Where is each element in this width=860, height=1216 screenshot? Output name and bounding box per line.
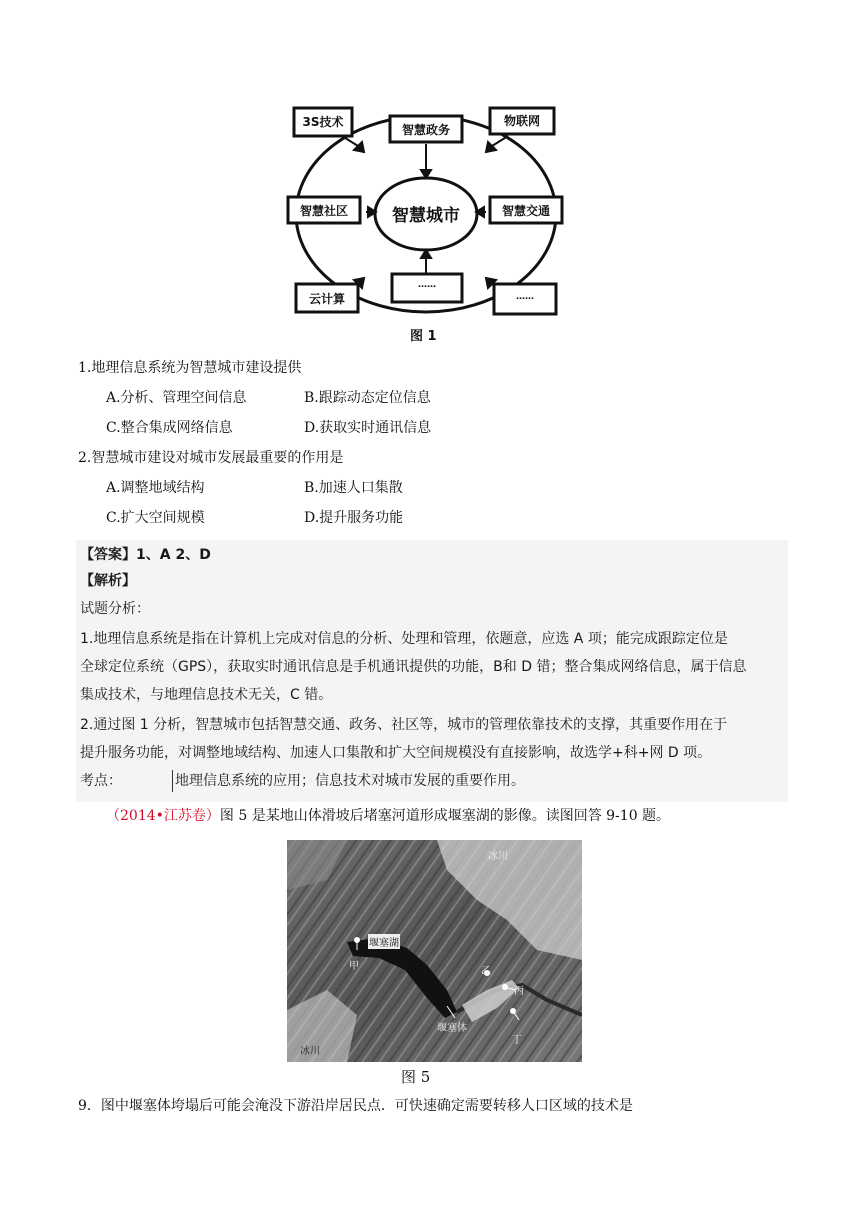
- question-2-option-b: B.加速人口集散: [304, 480, 403, 496]
- map-label-ding: 丁: [512, 1035, 522, 1046]
- outer-node-top-right: 物联网: [503, 114, 540, 128]
- exam-point-label: 考点：: [80, 773, 122, 789]
- outer-node-top-left: 3S技术: [302, 115, 344, 129]
- inner-node-top: 智慧政务: [401, 123, 450, 137]
- question-9-stem: 9．图中堰塞体垮塌后可能会淹没下游沿岸居民点．可快速确定需要转移人口区域的技术是: [78, 1098, 633, 1114]
- analysis-line-4: 2.通过图 1 分析，智慧城市包括智慧交通、政务、社区等，城市的管理依靠技术的支撑，其重要作用在于: [80, 717, 728, 733]
- figure5-caption: 图 5: [401, 1068, 431, 1086]
- section2-source: （2014•江苏卷）: [106, 808, 220, 824]
- center-node: 智慧城市: [392, 206, 460, 226]
- question-1-option-a: A.分析、管理空间信息: [106, 390, 247, 406]
- answer-line: 【答案】1、A 2、D: [80, 547, 211, 563]
- map-label-yi: 乙: [481, 966, 491, 977]
- question-1-stem: 1.地理信息系统为智慧城市建设提供: [78, 360, 302, 376]
- analysis-heading: 【解析】: [80, 573, 136, 589]
- question-2-stem: 2.智慧城市建设对城市发展最重要的作用是: [78, 450, 344, 466]
- inner-node-right: 智慧交通: [501, 204, 550, 218]
- question-2-option-a: A.调整地域结构: [106, 480, 205, 496]
- map-label-jia: 甲: [349, 961, 359, 972]
- inner-node-bottom: ……: [418, 280, 436, 290]
- question-2-option-d: D.提升服务功能: [304, 510, 404, 526]
- map-label-lake: 堰塞湖: [368, 934, 400, 949]
- question-1-option-c: C.整合集成网络信息: [106, 420, 233, 436]
- analysis-intro: 试题分析：: [80, 601, 150, 617]
- analysis-line-1: 1.地理信息系统是指在计算机上完成对信息的分析、处理和管理，依题意，应选 A 项；能完成跟踪定位是: [80, 631, 728, 647]
- section2-intro: 图 5 是某地山体滑坡后堵塞河道形成堰塞湖的影像。读图回答 9-10 题。: [219, 808, 671, 824]
- analysis-line-3: 集成技术，与地理信息技术无关，C 错。: [80, 687, 333, 703]
- outer-node-bottom-left: 云计算: [308, 292, 345, 306]
- outer-node-bottom-right: ……: [516, 292, 534, 302]
- answer-block: [76, 540, 788, 802]
- inner-node-left: 智慧社区: [299, 204, 348, 218]
- analysis-line-5: 提升服务功能，对调整地域结构、加速人口集散和扩大空间规模没有直接影响，故选学+科+网 D 项。: [80, 745, 712, 761]
- question-1-option-b: B.跟踪动态定位信息: [304, 390, 431, 406]
- map-label-glacier-bottom: 冰川: [300, 1046, 320, 1057]
- map-label-bing: 丙: [514, 986, 524, 997]
- analysis-line-2: 全球定位系统（GPS），获取实时通讯信息是手机通讯提供的功能，B和 D 错；整合集成网络信息，属于信息: [80, 659, 747, 675]
- question-1-option-d: D.获取实时通讯信息: [304, 420, 432, 436]
- exam-point-text: 地理信息系统的应用；信息技术对城市发展的重要作用。: [172, 770, 525, 792]
- map-label-glacier-top: 冰川: [488, 851, 508, 862]
- landslide-lake-image: [287, 840, 582, 1062]
- figure1-caption: 图 1: [410, 329, 437, 344]
- section2-intro-line: [106, 806, 670, 826]
- map-label-dam: 堰塞体: [437, 1023, 467, 1034]
- question-2-option-c: C.扩大空间规模: [106, 510, 205, 526]
